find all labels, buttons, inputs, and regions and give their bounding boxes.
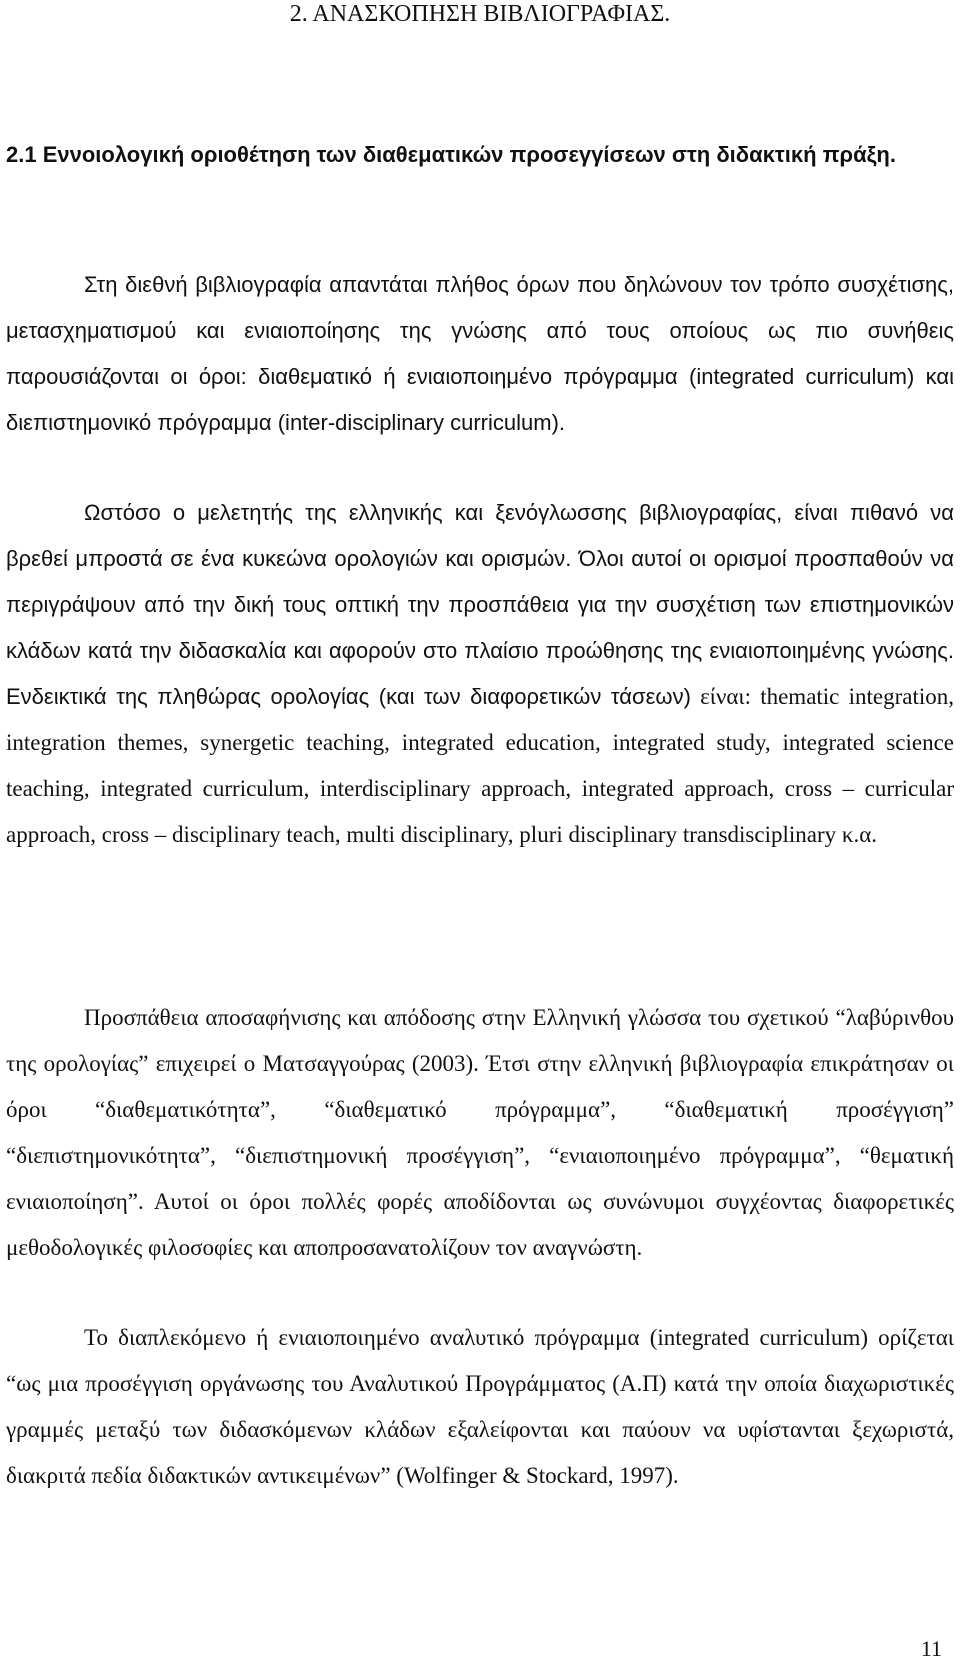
paragraph-terms-intro: Στη διεθνή βιβλιογραφία απαντάται πλήθος όρων που δηλώνουν τον τρόπο συσχέτισης, μετασχηματισμού και ενιαιοποίησης της γνώσης από τους οποίους ως πιο συνήθεις παρουσιάζονται οι όροι: διαθεματικό ή ενιαιοποιημένο πρόγραμμα (integrated curriculum) και διεπιστημονικό πρόγραμμα (inter-disciplinary curriculum).	[6, 272, 954, 435]
paragraph-integrated-curriculum-definition: Το διαπλεκόμενο ή ενιαιοποιημένο αναλυτικό πρόγραμμα (integrated curriculum) ορίζεται “ως μια προσέγγιση οργάνωσης του Αναλυτικού Προγράμματος (Α.Π) κατά την οποία διαχωριστικές γραμμές μεταξύ των διδασκόμενων κλάδων εξαλείφονται και παύουν να υφίστανται ξεχωριστά, διακριτά πεδία διδακτικών αντικειμένων” (Wolfinger & Stockard, 1997).	[6, 1325, 954, 1488]
paragraph-terminology-maze-english: είναι: thematic integration, integration themes, synergetic teaching, integrated education, integrated study, integrated science teaching, integrated curriculum, interdisciplinary approach, integrated approach, cross – curricular approach, cross – disciplinary teach, multi disciplinary, pluri disciplinary transdisciplinary κ.α.	[6, 684, 954, 847]
paragraph-terminology-maze	[6, 490, 954, 858]
section-title: 2.1 Εννοιολογική οριοθέτηση των διαθεματικών προσεγγίσεων στη διδακτική πράξη.	[6, 142, 896, 167]
paragraph-terminology-maze-greek: Ωστόσο ο μελετητής της ελληνικής και ξενόγλωσσης βιβλιογραφίας, είναι πιθανό να βρεθεί μπροστά σε ένα κυκεώνα ορολογιών και ορισμών. Όλοι αυτοί οι ορισμοί προσπαθούν να περιγράψουν από την δική τους οπτική την προσπάθεια για την συσχέτιση των επιστημονικών κλάδων κατά την διδασκαλία και αφορούν στο πλαίσιο προώθησης της ενιαιοποιημένης γνώσης. Ενδεικτικά της πληθώρας ορολογίας (και των διαφορετικών τάσεων)	[6, 500, 954, 709]
chapter-title: 2. ΑΝΑΣΚΟΠΗΣΗ ΒΙΒΛΙΟΓΡΑΦΙΑΣ.	[289, 1, 671, 27]
page-number: 11	[920, 1636, 942, 1661]
paragraph-greek-terminology: Προσπάθεια αποσαφήνισης και απόδοσης στην Ελληνική γλώσσα του σχετικού “λαβύρινθου της ορολογίας” επιχειρεί ο Ματσαγγούρας (2003). Έτσι στην ελληνική βιβλιογραφία επικράτησαν οι όροι “διαθεματικότητα”, “διαθεματικό πρόγραμμα”, “διαθεματική προσέγγιση” “διεπιστημονικότητα”, “διεπιστημονική προσέγγιση”, “ενιαιοποιημένο πρόγραμμα”, “θεματική ενιαιοποίηση”. Αυτοί οι όροι πολλές φορές αποδίδονται ως συνώνυμοι συγχέοντας διαφορετικές μεθοδολογικές φιλοσοφίες και αποπροσανατολίζουν τον αναγνώστη.	[6, 1005, 954, 1260]
